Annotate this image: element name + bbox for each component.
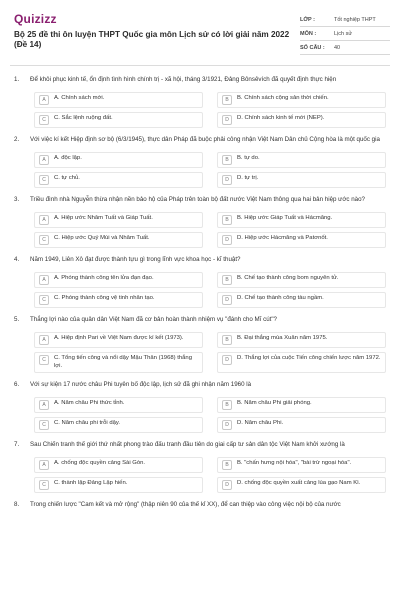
option-text: B. Đại thắng mùa Xuân năm 1975. <box>237 335 328 341</box>
meta-key: LỚP : <box>300 16 315 23</box>
option-letter-badge: C <box>39 355 49 365</box>
option-a[interactable] <box>34 332 203 348</box>
meta-key: SỐ CÂU : <box>300 44 325 51</box>
option-letter-badge: C <box>39 115 49 125</box>
option-b[interactable] <box>217 457 386 473</box>
option-letter-badge: B <box>222 95 232 105</box>
option-grid <box>30 92 386 128</box>
option-letter-badge: B <box>222 335 232 345</box>
option-letter-badge: A <box>39 400 49 410</box>
option-text: C. Phóng thành công vệ tinh nhân tạo. <box>54 295 155 301</box>
option-text: C. Sắc lệnh ruộng đất. <box>54 115 113 121</box>
option-text: C. Năm châu phi trỗi dậy. <box>54 420 121 426</box>
option-b[interactable] <box>217 332 386 348</box>
question-6 <box>0 381 400 433</box>
option-b[interactable] <box>217 272 386 288</box>
option-c[interactable] <box>34 172 203 188</box>
question-list <box>0 76 400 509</box>
option-text: D. Thắng lợi của cuộc Tiến công chiến lược năm 1972. <box>237 355 381 361</box>
meta-row-class <box>300 13 390 27</box>
worksheet-title: Bộ 25 đề thi ôn luyện THPT Quốc gia môn Lịch sử có lời giải năm 2022 (Đề 14) <box>14 30 290 49</box>
question-text: Để khôi phục kinh tế, ổn định tình hình chính trị - xã hội, tháng 3/1921, Đảng Bônsêvích đã quyết định thực hiện <box>30 76 337 83</box>
option-a[interactable] <box>34 457 203 473</box>
option-a[interactable] <box>34 212 203 228</box>
option-text: A. Chính sách mới. <box>54 95 105 101</box>
option-letter-badge: A <box>39 215 49 225</box>
meta-value: Lịch sử <box>334 30 353 37</box>
option-a[interactable] <box>34 92 203 108</box>
question-3 <box>0 196 400 248</box>
question-text: Với việc kí kết Hiệp định sơ bộ (6/3/1945), thực dân Pháp đã buộc phải công nhận Việt Nam Dân chủ Cộng hòa là một quốc gia <box>30 136 380 143</box>
question-5 <box>0 316 400 373</box>
option-c[interactable] <box>34 232 203 248</box>
option-letter-badge: D <box>222 355 232 365</box>
option-c[interactable] <box>34 112 203 128</box>
option-text: B. Hiệp ước Giáp Tuất và Hácmăng. <box>237 215 333 221</box>
question-text: Năm 1949, Liên Xô đạt được thành tựu gì trong lĩnh vực khoa học - kĩ thuật? <box>30 256 241 263</box>
question-text: Triều đình nhà Nguyễn thừa nhận nền bảo hộ của Pháp trên toàn bộ đất nước Việt Nam thông qua hai bản hiệp ước nào? <box>30 196 365 203</box>
option-letter-badge: A <box>39 95 49 105</box>
option-letter-badge: D <box>222 480 232 490</box>
option-letter-badge: D <box>222 175 232 185</box>
option-grid <box>30 212 386 248</box>
meta-value: 40 <box>334 44 341 51</box>
question-4 <box>0 256 400 308</box>
option-text: B. Chính sách cộng sản thời chiến. <box>237 95 329 101</box>
quizizz-logo: Quizizz <box>14 12 57 26</box>
question-number: 5. <box>14 316 20 323</box>
option-letter-badge: B <box>222 155 232 165</box>
option-letter-badge: C <box>39 295 49 305</box>
header-divider <box>10 65 390 66</box>
meta-key: MÔN : <box>300 30 317 37</box>
question-7 <box>0 441 400 493</box>
option-a[interactable] <box>34 272 203 288</box>
option-grid <box>30 397 386 433</box>
option-text: C. Hiệp ước Quý Mùi và Nhâm Tuất. <box>54 235 150 241</box>
option-letter-badge: B <box>222 400 232 410</box>
question-number: 8. <box>14 501 20 508</box>
option-text: D. Chính sách kinh tế mới (NEP). <box>237 115 325 121</box>
option-letter-badge: C <box>39 175 49 185</box>
question-number: 3. <box>14 196 20 203</box>
option-text: A. Phóng thành công tên lửa đạn đạo. <box>54 275 154 281</box>
option-text: A. Hiệp định Pari về Việt Nam được kí kết (1973). <box>54 335 184 341</box>
option-text: A. Hiệp ước Nhâm Tuất và Giáp Tuất. <box>54 215 153 221</box>
option-letter-badge: D <box>222 295 232 305</box>
option-letter-badge: A <box>39 275 49 285</box>
option-c[interactable] <box>34 352 203 373</box>
option-b[interactable] <box>217 92 386 108</box>
meta-value: Tốt nghiệp THPT <box>334 16 376 23</box>
option-text: A. độc lập. <box>54 155 82 161</box>
option-d[interactable] <box>217 477 386 493</box>
option-letter-badge: C <box>39 480 49 490</box>
option-letter-badge: C <box>39 420 49 430</box>
question-text: Trong chiến lược "Cam kết và mở rộng" (thập niên 90 của thế kỉ XX), để can thiệp vào công việc nội bộ của nước <box>30 501 341 508</box>
option-text: D. Năm châu Phi. <box>237 420 284 426</box>
option-text: C. Tổng tiến công và nổi dậy Mậu Thân (1968) thắng lợi. <box>54 355 192 369</box>
option-text: A. Năm châu Phi thức tỉnh. <box>54 400 125 406</box>
option-letter-badge: D <box>222 420 232 430</box>
option-letter-badge: C <box>39 235 49 245</box>
option-d[interactable] <box>217 417 386 433</box>
option-c[interactable] <box>34 292 203 308</box>
question-number: 2. <box>14 136 20 143</box>
option-letter-badge: B <box>222 275 232 285</box>
option-letter-badge: A <box>39 155 49 165</box>
meta-row-count <box>300 41 390 55</box>
question-number: 7. <box>14 441 20 448</box>
question-text: Sau Chiến tranh thế giới thứ nhất phong trào đấu tranh đầu tiên do giai cấp tư sản dân tộc Việt Nam khởi xướng là <box>30 441 345 448</box>
option-text: C. thành lập Đảng Lập hiến. <box>54 480 128 486</box>
worksheet-header <box>0 0 400 62</box>
option-letter-badge: A <box>39 460 49 470</box>
option-text: C. tự chủ. <box>54 175 80 181</box>
option-letter-badge: D <box>222 115 232 125</box>
option-text: B. "chấn hưng nội hóa", "bài trừ ngoại hóa". <box>237 460 352 466</box>
option-grid <box>30 152 386 188</box>
option-text: B. Năm châu Phi giải phóng. <box>237 400 312 406</box>
option-text: B. Chế tạo thành công bom nguyên tử. <box>237 275 339 281</box>
meta-row-subject <box>300 27 390 41</box>
option-a[interactable] <box>34 152 203 168</box>
option-text: D. tự trị. <box>237 175 259 181</box>
option-d[interactable] <box>217 112 386 128</box>
question-2 <box>0 136 400 188</box>
option-text: B. tự do. <box>237 155 260 161</box>
option-grid <box>30 457 386 493</box>
question-8 <box>0 501 400 509</box>
question-number: 4. <box>14 256 20 263</box>
question-text: Với sự kiện 17 nước châu Phi tuyên bố độc lập, lịch sử đã ghi nhận năm 1960 là <box>30 381 252 388</box>
option-d[interactable] <box>217 232 386 248</box>
option-b[interactable] <box>217 212 386 228</box>
option-letter-badge: D <box>222 235 232 245</box>
option-text: D. Chế tạo thành công tàu ngầm. <box>237 295 324 301</box>
question-number: 1. <box>14 76 20 83</box>
option-d[interactable] <box>217 292 386 308</box>
option-c[interactable] <box>34 477 203 493</box>
option-grid <box>30 272 386 308</box>
option-text: D. chống độc quyền xuất cảng lúa gạo Nam Kì. <box>237 480 361 486</box>
option-letter-badge: A <box>39 335 49 345</box>
option-d[interactable] <box>217 172 386 188</box>
option-text: D. Hiệp ước Hácmăng và Patơnốt. <box>237 235 328 241</box>
option-b[interactable] <box>217 152 386 168</box>
option-grid <box>30 332 386 373</box>
option-a[interactable] <box>34 397 203 413</box>
question-number: 6. <box>14 381 20 388</box>
option-text: A. chống độc quyền cảng Sài Gòn. <box>54 460 146 466</box>
question-1 <box>0 76 400 128</box>
option-c[interactable] <box>34 417 203 433</box>
meta-panel <box>300 13 390 55</box>
question-text: Thắng lợi nào của quân dân Việt Nam đã cơ bản hoàn thành nhiệm vụ "đánh cho Mĩ cút"? <box>30 316 277 323</box>
option-letter-badge: B <box>222 215 232 225</box>
option-letter-badge: B <box>222 460 232 470</box>
option-d[interactable] <box>217 352 386 373</box>
option-b[interactable] <box>217 397 386 413</box>
